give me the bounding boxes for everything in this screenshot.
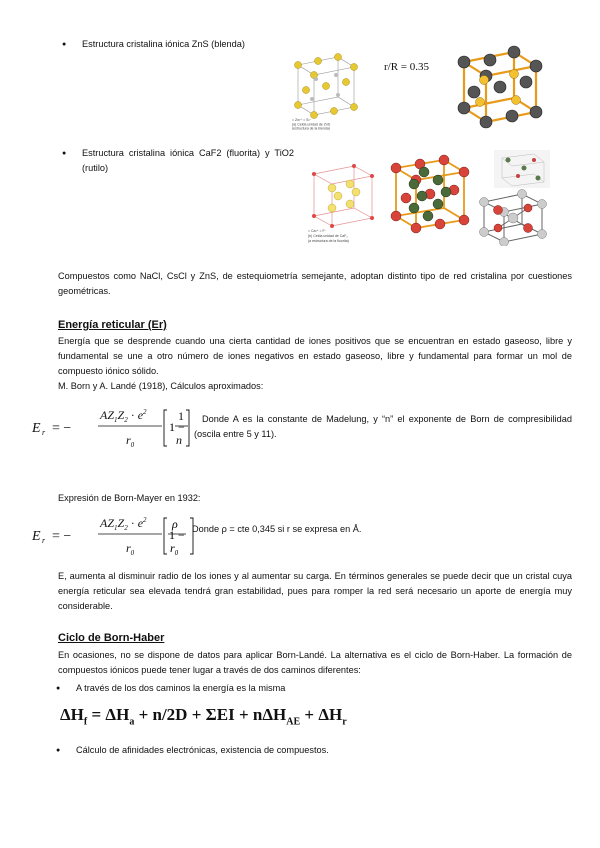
svg-text:r: r [42, 428, 46, 437]
svg-text:E: E [32, 421, 41, 436]
bullet-zns: ● Estructura cristalina iónica ZnS (blenda) [82, 37, 245, 52]
svg-text:n: n [176, 433, 182, 447]
born-mayer-rho-fraction [166, 510, 188, 560]
bullet-same-energy: ● A través de los dos caminos la energía es la misma [76, 681, 285, 696]
zns-legend: = Zn²⁺ = S²⁻ [292, 118, 312, 122]
fluorite-legend: = Ca²⁺ = F⁻ [308, 229, 327, 233]
born-lande-note: Donde A es la constante de Madelung, y “n” el exponente de Born de compresibilidad (oscila entre 5 y 11). [194, 414, 572, 439]
bullet-affinities: ● Cálculo de afinidades electrónicas, existencia de compuestos. [76, 743, 329, 758]
zns-caption-1: (a) Celda unidad de ZnS [292, 122, 331, 127]
lattice-energy-paragraph: Energía que se desprende cuando una cierta cantidad de iones positivos que se encuentran en estado gaseoso, libre y fundamental se une a otro número de iones negativos en estado gaseoso, libre y fundamental para formar un mol de compuesto iónico sólido. [58, 336, 572, 376]
svg-text:AZ1Z2 · e2: $AZ_1Z_2 \cdot e^2$ [100, 408, 147, 424]
lattice-energy-heading: Energía reticular (Er) [58, 319, 167, 331]
fluorite-caption-1: (b) Celda unidad de CaF₂ [308, 234, 348, 238]
svg-text:E: E [32, 529, 41, 544]
fluorite-unit-cell-figure [304, 152, 382, 244]
svg-text:r0: $r_0$ [126, 433, 135, 449]
born-haber-heading: Ciclo de Born-Haber [58, 632, 165, 644]
rutile-ball-model [478, 188, 550, 246]
zns-unit-cell-figure [288, 45, 364, 130]
born-lande-intro: M. Born y A. Landé (1918), Cálculos aproximados: [58, 381, 264, 391]
svg-text:1 −: 1 − [169, 528, 185, 542]
fluorite-caption-2: (a estructura de la fluorita) [308, 239, 349, 243]
svg-text:r: r [42, 536, 46, 545]
zns-caption-2: (estructura de la blenda) [292, 126, 330, 130]
svg-text:= −: = − [52, 529, 72, 544]
zns-ball-model [450, 40, 550, 132]
bullet-caf2: ● Estructura cristalina iónica CaF2 (fluorita) y TiO2 (rutilo) [82, 146, 294, 176]
svg-text:AZ1Z2 · e2: $AZ_1Z_2 \cdot e^2$ [100, 516, 147, 532]
lattice-energy-conclusion: E, aumenta al disminuir radio de los iones y al aumentar su carga. En términos generales se puede decir que un cristal cuya energía reticular sea elevada tendrá gran estabilidad, pues para romper la red será necesario un aporte de energía muy considerable. [58, 571, 572, 611]
born-lande-equation [28, 402, 190, 452]
svg-text:r0: $r_0$ [126, 541, 135, 557]
born-haber-equation: $\Delta H_f = \Delta H_a + n/2D + \Sigma EI + n\Delta H_{AE} + \Delta H_r$ [60, 705, 347, 728]
svg-text:1: 1 [178, 409, 184, 423]
svg-text:1 −: 1 − [169, 420, 185, 434]
ratio-label: r/R = 0.35 [384, 61, 430, 73]
svg-text:= −: = − [52, 421, 72, 436]
rutile-small-figure [494, 150, 550, 188]
svg-text:ρ: ρ [172, 517, 178, 531]
fluorite-ball-model [384, 150, 472, 240]
intro-paragraph: Compuestos como NaCl, CsCl y ZnS, de estequiometría semejante, adoptan distinto tipo de red cristalina por cuestiones geométricas. [58, 271, 572, 296]
born-haber-paragraph: En ocasiones, no se dispone de datos para aplicar Born-Landé. La alternativa es el ciclo de Born-Haber. La formación de compuestos iónicos puede tener lugar a través de dos caminos diferentes: [58, 650, 572, 675]
svg-text:r0: $r_0$ [170, 541, 179, 557]
born-mayer-intro: Expresión de Born-Mayer en 1932: [58, 493, 201, 503]
born-mayer-note: Donde ρ = cte 0,345 si r se expresa en Å. [192, 524, 362, 534]
